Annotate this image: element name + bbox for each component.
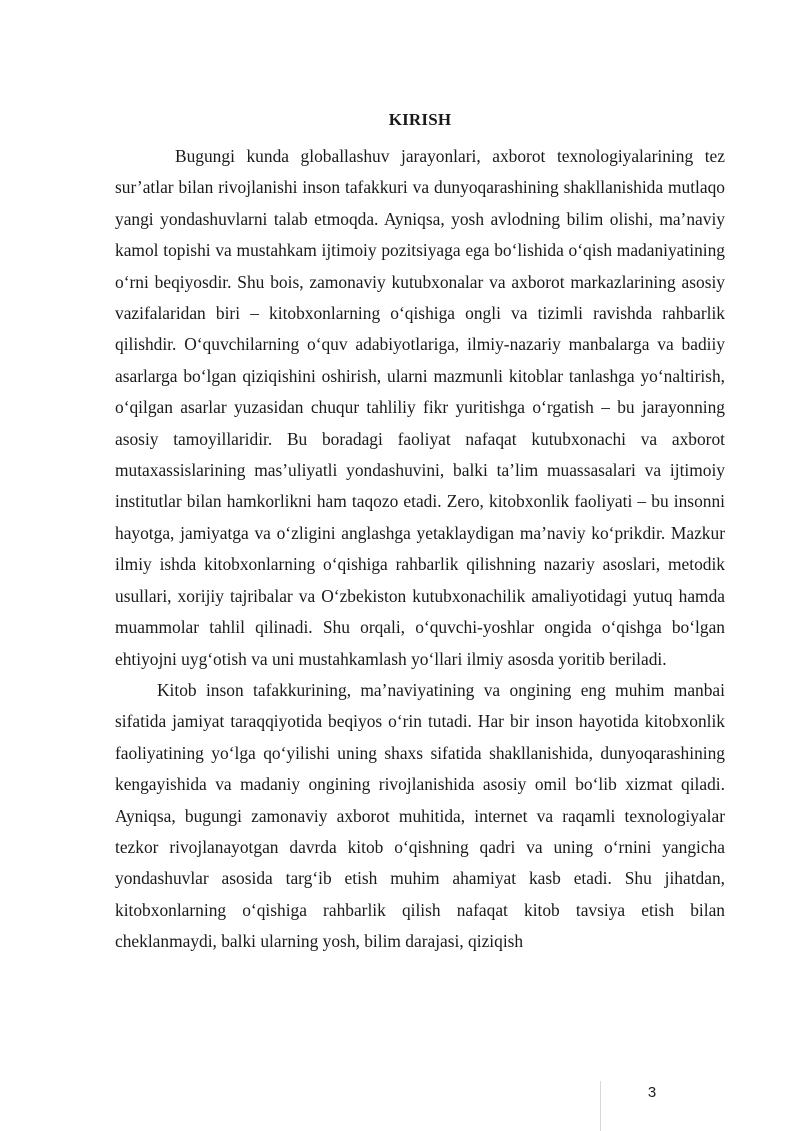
body-text: [115, 141, 725, 958]
paragraph-second: Kitob inson tafakkurining, ma’naviyatining va ongining eng muhim manbai sifatida jamiyat taraqqiyotida beqiyos o‘rin tutadi. Har bir inson hayotida kitobxonlik faoliyatining yo‘lga qo‘yilishi uning shaxs sifatida shakllanishida, dunyoqarashining kengayishida va madaniy ongining rivojlanishida asosiy omil bo‘lib xizmat qiladi. Ayniqsa, bugungi zamonaviy axborot muhitida, internet va raqamli texnologiyalar tezkor rivojlanayotgan davrda kitob o‘qishning qadri va uning o‘rnini yangicha yondashuvlar asosida targ‘ib etish muhim ahamiyat kasb etadi. Shu jihatdan, kitobxonlarning o‘qishiga rahbarlik qilish nafaqat kitob tavsiya etish bilan cheklanmaydi, balki ularning yosh, bilim darajasi, qiziqish: [115, 679, 725, 952]
footer-divider: [600, 1081, 601, 1131]
section-heading: KIRISH: [388, 110, 452, 129]
page-number: 3: [647, 1084, 657, 1101]
paragraph-intro: Bugungi kunda globallashuv jarayonlari, axborot texnologiyalarining tez sur’atlar bilan rivojlanishi inson tafakkuri va dunyoqarashining shakllanishida mutlaqo yangi yondashuvlarni talab etmoqda. Ayniqsa, yosh avlodning bilim olishi, ma’naviy kamol topishi va mustahkam ijtimoiy pozitsiyaga ega bo‘lishida o‘qish madaniyatining o‘rni beqiyosdir. Shu bois, zamonaviy kutubxonalar va axborot markazlarining asosiy vazifalaridan biri – kitobxonlarning o‘qishiga ongli va tizimli ravishda rahbarlik qilishdir. O‘quvchilarning o‘quv adabiyotlariga, ilmiy-nazariy manbalarga va badiiy asarlarga bo‘lgan qiziqishini oshirish, ularni mazmunli kitoblar tanlashga yo‘naltirish, o‘qilgan asarlar yuzasidan chuqur tahliliy fikr yuritishga o‘rgatish – bu jarayonning asosiy tamoyillaridir. Bu boradagi faoliyat nafaqat kutubxonachi va axborot mutaxassislarining mas’uliyatli yondashuvini, balki ta’lim muassasalari va ijtimoiy institutlar bilan hamkorlikni ham taqozo etadi. Zero, kitobxonlik faoliyati – bu insonni hayotga, jamiyatga va o‘zligini anglashga yetaklaydigan ma’naviy ko‘prikdir. Mazkur ilmiy ishda kitobxonlarning o‘qishiga rahbarlik qilishning nazariy asoslari, metodik usullari, xorijiy tajribalar va O‘zbekiston kutubxonachilik amaliyotidagi yutuq hamda muammolar tahlil qilinadi. Shu orqali, o‘quvchi-yoshlar ongida o‘qishga bo‘lgan ehtiyojni uyg‘otish va uni mustahkamlash yo‘llari ilmiy asosda yoritib beriladi.: [115, 146, 725, 669]
